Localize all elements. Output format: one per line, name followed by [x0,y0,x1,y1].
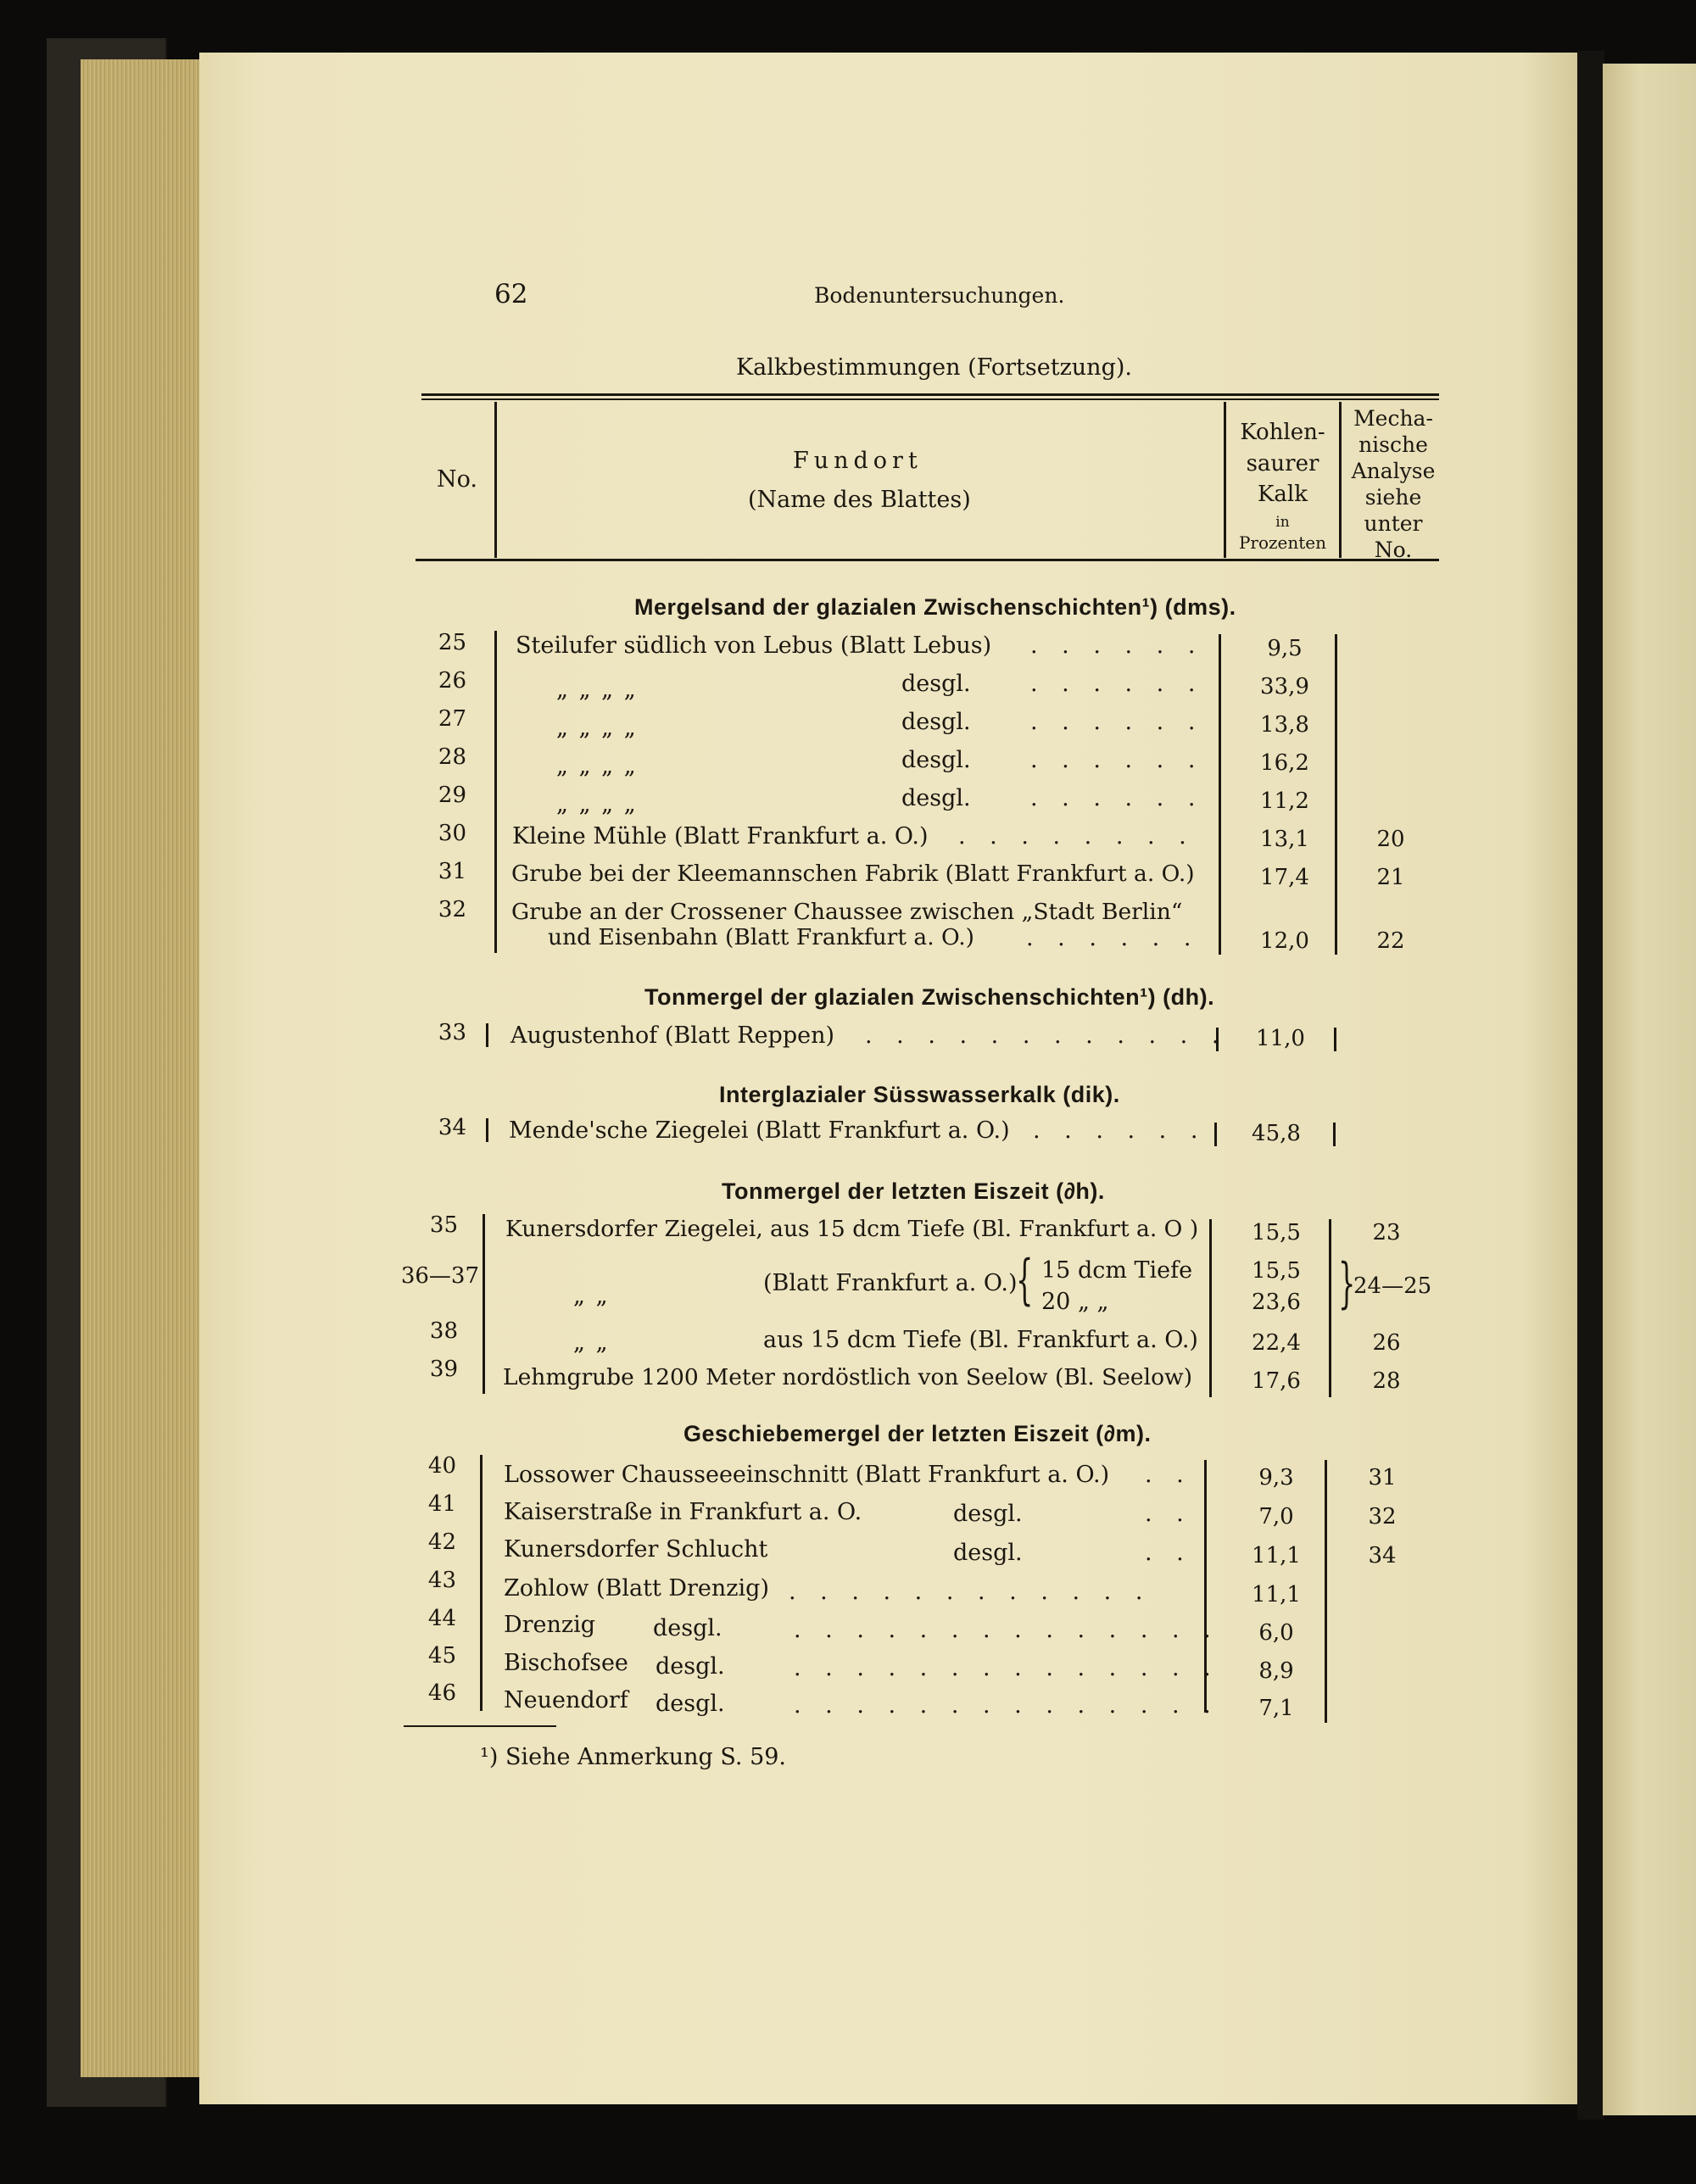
row-analyse-ref: 28 [1372,1368,1401,1394]
row-analyse-ref: 23 [1372,1220,1401,1245]
row-fundort: Lossower Chausseeeinschnitt (Blatt Frankfurt a. O.) [504,1462,1110,1488]
row-fundort: desgl. [901,785,971,811]
row-fundort: Kaiserstraße in Frankfurt a. O. [504,1499,862,1525]
row-fundort: Steilufer südlich von Lebus (Blatt Lebus) [516,632,992,659]
row-leader-dots: . . . . . . [1030,785,1204,811]
top-rule-2 [421,398,1439,400]
row-ditto-marks: „ „ „ „ [556,677,638,703]
left-brace: { [1016,1249,1034,1312]
col-kalk-line4: in [1275,514,1290,531]
row-leader-dots: . . . . . . [1030,709,1204,735]
row-no: 25 [438,630,466,655]
row-leader-dots: . . . . . . [1030,671,1204,697]
col-analyse-line5: unter [1364,511,1423,536]
col-analyse-line4: siehe [1364,485,1422,510]
row-no: 34 [438,1115,466,1140]
row-no: 45 [427,1643,456,1669]
row-leader-dots: . . . . . . . . [958,823,1195,850]
row-kalk-value: 7,0 [1258,1504,1294,1529]
row-analyse-ref: 26 [1372,1330,1401,1356]
header-bottom-rule [416,559,1439,561]
row-analyse-ref: 21 [1376,865,1405,890]
row-subentry-2: 20 „ „ [1041,1289,1109,1315]
row-fundort: Zohlow (Blatt Drenzig) [504,1575,769,1602]
col-divider-s1-a [494,631,497,953]
next-page-edge [1603,64,1696,2115]
section-heading-dms: Mergelsand der glazialen Zwischenschichten¹) (dms). [634,594,1236,620]
row-kalk-value: 11,2 [1260,788,1309,814]
row-desgl: desgl. [656,1691,725,1717]
row-kalk-value: 13,1 [1260,827,1309,852]
row-kalk-value: 11,1 [1252,1543,1301,1568]
row-no: 38 [429,1318,458,1344]
page-edges [81,59,208,2077]
row-fundort: Grube bei der Kleemannschen Fabrik (Blatt Frankfurt a. O.) [511,861,1195,887]
col-fundort-header: Fundort [793,448,923,474]
col-analyse-line1: Mecha- [1353,406,1433,431]
row-desgl: desgl. [953,1540,1023,1566]
col-fundort-subheader: (Name des Blattes) [748,487,971,513]
row-kalk-value-2: 23,6 [1252,1290,1301,1315]
row-leader-dots: . . [1145,1462,1192,1488]
row-fundort: Kleine Mühle (Blatt Frankfurt a. O.) [512,823,929,850]
row-leader-dots: . . . . . . [1033,1117,1207,1144]
row-fundort: Kunersdorfer Ziegelei, aus 15 dcm Tiefe (Bl. Frankfurt a. O ) [505,1216,1199,1242]
row-analyse-ref: 32 [1368,1504,1397,1529]
row-no: 46 [427,1680,456,1706]
row-fundort: desgl. [901,709,971,735]
row-leader-dots: . . . . . . [1030,632,1204,659]
row-analyse-ref: 20 [1376,827,1405,852]
row-desgl: desgl. [653,1615,722,1641]
col-divider-s2-a [486,1023,488,1047]
row-no: 29 [438,783,466,808]
row-kalk-value: 12,0 [1260,928,1309,954]
row-no: 27 [438,706,466,732]
row-no: 31 [438,859,466,884]
col-kalk-line2: saurer [1246,451,1319,476]
row-desgl: desgl. [953,1501,1023,1527]
row-kalk-value: 45,8 [1252,1121,1301,1146]
col-analyse-line6: No. [1374,538,1413,562]
row-kalk-value: 17,6 [1252,1368,1301,1394]
right-brace: } [1338,1252,1356,1315]
row-fundort: desgl. [901,747,971,773]
row-no: 28 [438,744,466,770]
row-fundort: Augustenhof (Blatt Reppen) [510,1022,835,1049]
row-fundort: Kunersdorfer Schlucht [504,1536,768,1563]
footnote: ¹) Siehe Anmerkung S. 59. [480,1744,787,1770]
row-ditto-marks: „ „ [573,1283,610,1309]
col-divider-s1-b [1219,634,1221,955]
row-leader-dots: . . [1145,1540,1192,1566]
row-kalk-value: 15,5 [1252,1220,1301,1245]
footnote-rule [404,1725,556,1727]
row-fundort: Bischofsee [504,1650,628,1676]
row-leader-dots: . . . . . . [1026,925,1200,951]
section-heading-dh: Tonmergel der glazialen Zwischenschichten¹) (dh). [644,984,1215,1010]
row-fundort: desgl. [901,671,971,697]
row-analyse-ref: 24—25 [1353,1273,1432,1299]
row-fundort: aus 15 dcm Tiefe (Bl. Frankfurt a. O.) [763,1327,1198,1353]
row-leader-dots: . . . . . . . . . . . . . . [794,1655,1219,1681]
row-ditto-marks: „ „ „ „ [556,791,638,817]
row-no: 26 [438,668,466,694]
col-analyse-line3: Analyse [1351,459,1436,483]
row-fundort: (Blatt Frankfurt a. O.) [763,1270,1018,1296]
row-fundort-line2: und Eisenbahn (Blatt Frankfurt a. O.) [548,924,974,950]
row-no: 35 [429,1212,458,1238]
table-title: Kalkbestimmungen (Fortsetzung). [736,354,1132,381]
row-no: 41 [427,1491,456,1517]
book-gutter [1577,51,1604,2120]
row-kalk-value: 6,0 [1258,1620,1294,1646]
row-kalk-value: 9,3 [1258,1465,1294,1490]
row-kalk-value: 11,1 [1252,1582,1301,1607]
row-leader-dots: . . . . . . . . . . . . [865,1022,1228,1049]
row-no: 40 [427,1453,456,1479]
row-kalk-value: 17,4 [1260,865,1309,890]
col-divider-s3-a [486,1118,488,1142]
row-kalk-value-1: 15,5 [1252,1258,1301,1284]
row-analyse-ref: 22 [1376,928,1405,954]
row-leader-dots: . . . . . . . . . . . . . . [794,1617,1219,1643]
row-kalk-value: 22,4 [1252,1330,1301,1356]
row-kalk-value: 13,8 [1260,712,1309,738]
row-kalk-value: 9,5 [1267,636,1303,661]
row-kalk-value: 33,9 [1260,674,1309,699]
col-analyse-line2: nische [1358,432,1428,457]
section-heading-dik: Interglazialer Süsswasserkalk (dik). [719,1082,1120,1107]
row-ditto-marks: „ „ „ „ [556,753,638,779]
row-leader-dots: . . . . . . . . . . . . [789,1579,1152,1605]
row-no: 43 [427,1568,456,1593]
row-no: 30 [438,821,466,846]
row-no: 33 [438,1020,466,1045]
row-fundort: Mende'sche Ziegelei (Blatt Frankfurt a. O.) [509,1117,1010,1144]
row-kalk-value: 8,9 [1258,1658,1294,1684]
col-divider-s3-c [1333,1123,1336,1146]
row-fundort: Lehmgrube 1200 Meter nordöstlich von Seelow (Bl. Seelow) [503,1364,1193,1390]
row-kalk-value: 16,2 [1260,750,1309,776]
row-fundort: Grube an der Crossener Chaussee zwischen „Stadt Berlin“ [511,899,1183,925]
col-kalk-line3: Kalk [1258,482,1308,507]
row-kalk-value: 11,0 [1256,1026,1305,1051]
row-no: 42 [427,1529,456,1555]
row-ditto-marks: „ „ [573,1329,610,1356]
row-no: 36—37 [400,1263,479,1289]
col-divider-s5-a [480,1455,483,1711]
header-divider-1 [494,402,497,558]
row-leader-dots: . . . . . . [1030,747,1204,773]
row-no: 39 [429,1357,458,1382]
row-fundort: Neuendorf [504,1687,628,1713]
col-kalk-line1: Kohlen- [1240,420,1325,445]
row-desgl: desgl. [656,1653,725,1680]
page-number: 62 [494,279,528,309]
row-leader-dots: . . [1145,1501,1192,1527]
row-fundort: Drenzig [504,1612,596,1638]
row-analyse-ref: 34 [1368,1543,1397,1568]
row-no: 32 [438,897,466,922]
row-analyse-ref: 31 [1368,1465,1397,1490]
col-divider-s4-b [1209,1219,1212,1397]
row-subentry-1: 15 dcm Tiefe [1041,1257,1193,1284]
row-leader-dots: . . . . . . . . . . . . . . [794,1692,1219,1719]
col-no-header: No. [437,466,477,493]
top-rule [421,393,1439,396]
section-heading-letzte-eiszeit-geschiebemergel: Geschiebemergel der letzten Eiszeit (∂m). [683,1421,1152,1446]
col-divider-s4-a [483,1214,485,1394]
col-kalk-line5: Prozenten [1238,532,1327,553]
running-title: Bodenuntersuchungen. [814,283,1065,308]
row-kalk-value: 7,1 [1258,1696,1294,1721]
col-divider-s3-b [1214,1123,1217,1146]
section-heading-letzte-eiszeit-tonmergel: Tonmergel der letzten Eiszeit (∂h). [722,1178,1105,1204]
row-ditto-marks: „ „ „ „ [556,715,638,741]
row-no: 44 [427,1606,456,1631]
